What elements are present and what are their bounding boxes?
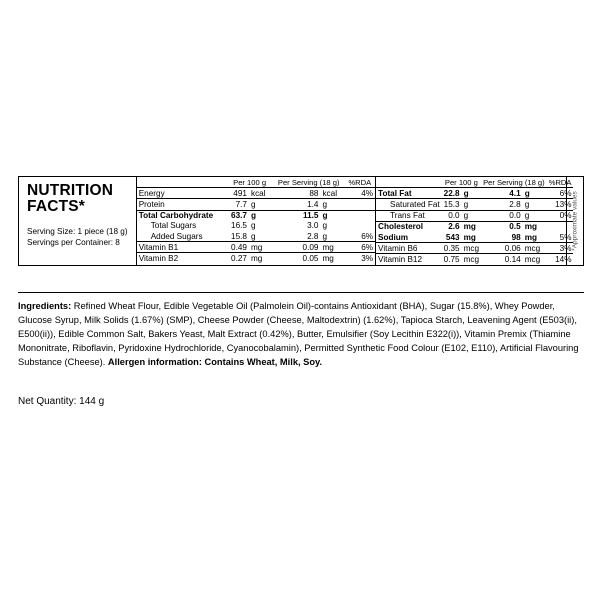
row-value-serving: 88: [273, 188, 320, 199]
row-unit-serving: mg: [322, 253, 334, 263]
allergen-heading: Allergen information:: [107, 356, 202, 367]
table-header-row-left: [137, 177, 375, 188]
net-quantity-value: 144 g: [79, 396, 105, 407]
row-label: Trans Fat: [376, 210, 442, 221]
row-rda: [344, 210, 375, 221]
table-row: [137, 221, 375, 231]
row-value-serving: 0.5: [509, 222, 521, 232]
row-unit-serving: mg: [320, 242, 344, 253]
row-value-100g: 16.5: [231, 221, 247, 231]
approximate-values-text: *Approximate values: [571, 190, 579, 251]
table-row: [376, 210, 573, 221]
row-unit-serving: g: [523, 188, 547, 199]
row-value-100g: 2.6: [448, 222, 460, 232]
nutrition-facts-panel: [18, 176, 584, 266]
nutrition-table-right-grid: [376, 177, 573, 265]
row-value-serving: 0.05: [302, 253, 319, 263]
row-unit-100g: g: [250, 211, 256, 221]
row-rda: 13%: [547, 199, 574, 210]
row-value-100g: 15.8: [226, 231, 249, 242]
nutrition-table-left: [137, 177, 376, 265]
nutrition-panel-heading-block: [19, 177, 137, 265]
row-label: Saturated Fat: [376, 199, 442, 210]
row-unit-serving: mcg: [523, 243, 547, 254]
row-rda: 4%: [344, 188, 375, 199]
row-value-serving: 3.0: [307, 221, 319, 231]
row-label: Vitamin B6: [376, 243, 442, 254]
row-unit-serving: g: [320, 199, 344, 210]
row-unit-serving: mg: [524, 222, 537, 232]
row-label: Energy: [137, 188, 227, 199]
row-rda: 6%: [344, 231, 375, 242]
table-row: [376, 243, 573, 254]
row-unit-100g: g: [462, 210, 481, 221]
row-value-100g: 543: [442, 232, 462, 243]
row-unit-100g: g: [462, 199, 481, 210]
row-label: Total Carbohydrate: [138, 211, 214, 221]
row-value-serving: 1.4: [273, 199, 320, 210]
row-value-100g: 0.35: [443, 243, 460, 253]
row-unit-100g: mg: [250, 253, 263, 263]
table-row: [137, 199, 375, 210]
net-quantity-block: [18, 396, 104, 407]
row-label: Vitamin B2: [138, 253, 179, 263]
header-blank-right: [376, 177, 442, 188]
row-label: Protein: [137, 199, 227, 210]
row-value-100g: 0.49: [226, 242, 249, 253]
row-value-serving: 4.1: [481, 188, 523, 199]
row-label: Cholesterol: [378, 222, 424, 232]
row-unit-100g: mcg: [463, 243, 480, 253]
row-unit-serving: kcal: [320, 188, 344, 199]
row-rda: 3%: [547, 243, 574, 254]
row-unit-serving: mcg: [524, 254, 541, 264]
row-unit-100g: g: [249, 199, 273, 210]
row-value-100g: 22.8: [443, 188, 460, 198]
row-unit-100g: kcal: [249, 188, 273, 199]
nutrition-table-right: [376, 177, 572, 265]
row-rda: 6%: [344, 242, 375, 253]
servings-per-container: Servings per Container: 8: [27, 238, 120, 248]
table-row: [137, 242, 375, 253]
row-unit-serving: g: [322, 221, 328, 231]
row-value-serving: 0.06: [481, 243, 523, 254]
row-rda: 6%: [547, 188, 574, 199]
row-unit-serving: mg: [523, 232, 547, 243]
row-value-serving: 11.5: [302, 211, 319, 221]
header-rda-right: %RDA: [548, 177, 572, 187]
ingredients-block: [18, 300, 584, 370]
net-quantity-label: Net Quantity:: [18, 396, 77, 407]
row-unit-serving: g: [523, 210, 547, 221]
ingredients-text: Refined Wheat Flour, Edible Vegetable Oil (Palmolein Oil)-contains Antioxidant (BHA), Sugar (15.8%), Whey Powder, Glucose Syrup, Milk Solids (1.67%) (SMP), Cheese Powder (Cheese, Maltodextrin) (1.62%), Tapioca Starch, Leavening Agent (E503(ii), E500(ii)), Edible Common Salt, Bakers Yeast, Malt Extract (0.42%), Butter, Emulsifier (Soy Lecithin E322(i)), Vitamin Premix (Thiamine Mononitrate, Riboflavin, Pyridoxine Hydrochloride, Cyanocobalamin), Permitted Synthetic Food Colour (E102, E110), Artificial Flavouring Substance (Cheese).: [18, 301, 579, 367]
header-blank-left: [137, 177, 227, 188]
section-divider: [18, 292, 584, 293]
nutrition-facts-title-line2: FACTS*: [27, 198, 86, 216]
row-value-serving: 0.09: [273, 242, 320, 253]
header-per-100g-right: Per 100 g: [442, 177, 481, 188]
row-value-100g: 15.3: [443, 199, 460, 209]
row-rda: [344, 199, 375, 210]
row-value-serving: 98: [481, 232, 523, 243]
row-unit-serving: g: [523, 199, 547, 210]
table-row: [137, 253, 375, 264]
header-per-serving-right: Per Serving (18 g): [483, 177, 545, 187]
row-label: Added Sugars: [137, 231, 227, 242]
table-header-row-right: [376, 177, 573, 188]
row-unit-100g: mg: [249, 242, 273, 253]
row-label: Total Fat: [376, 188, 442, 199]
table-row: [137, 210, 375, 221]
row-unit-100g: g: [462, 188, 481, 199]
row-value-100g: 63.7: [231, 211, 247, 221]
row-rda: 0%: [547, 210, 574, 221]
row-rda: 3%: [361, 253, 374, 263]
row-value-100g: 0.75: [443, 254, 460, 264]
row-unit-serving: g: [320, 231, 344, 242]
header-per-100g-left: Per 100 g: [226, 177, 273, 188]
row-unit-100g: g: [249, 231, 273, 242]
nutrition-table-left-grid: [137, 177, 375, 264]
row-value-100g: 0.27: [231, 253, 247, 263]
serving-info: [27, 226, 130, 250]
table-row: [137, 231, 375, 242]
row-rda: 14%: [555, 254, 572, 264]
table-row: [137, 188, 375, 199]
table-row: [376, 232, 573, 243]
row-label: Sodium: [376, 232, 442, 243]
row-unit-100g: mcg: [463, 254, 480, 264]
row-label: Total Sugars: [150, 221, 197, 231]
table-row: [376, 221, 573, 232]
row-value-100g: 0.0: [442, 210, 462, 221]
row-value-100g: 491: [226, 188, 249, 199]
table-row: [376, 199, 573, 210]
row-rda: [344, 221, 375, 231]
row-label: Vitamin B1: [137, 242, 227, 253]
row-unit-100g: mg: [463, 222, 476, 232]
row-value-serving: 0.0: [481, 210, 523, 221]
row-unit-100g: g: [250, 221, 256, 231]
header-rda-left: %RDA: [344, 177, 375, 188]
serving-size: Serving Size: 1 piece (18 g): [27, 226, 128, 236]
nutrition-facts-title-line1: NUTRITION: [27, 182, 114, 199]
nutrition-facts-title: [27, 183, 130, 216]
row-value-serving: 0.14: [504, 254, 521, 264]
header-per-serving-left: Per Serving (18 g): [273, 177, 344, 188]
table-row: [376, 254, 573, 265]
row-value-100g: 7.7: [226, 199, 249, 210]
allergen-text: Contains Wheat, Milk, Soy.: [201, 356, 323, 367]
row-label: Vitamin B12: [378, 254, 423, 264]
table-row: [376, 188, 573, 199]
ingredients-heading: Ingredients:: [18, 301, 72, 311]
approximate-values-note: [566, 177, 583, 265]
row-value-serving: 2.8: [481, 199, 523, 210]
row-rda: 5%: [547, 232, 574, 243]
row-unit-100g: mg: [462, 232, 481, 243]
row-unit-serving: g: [322, 211, 328, 221]
row-value-serving: 2.8: [273, 231, 320, 242]
